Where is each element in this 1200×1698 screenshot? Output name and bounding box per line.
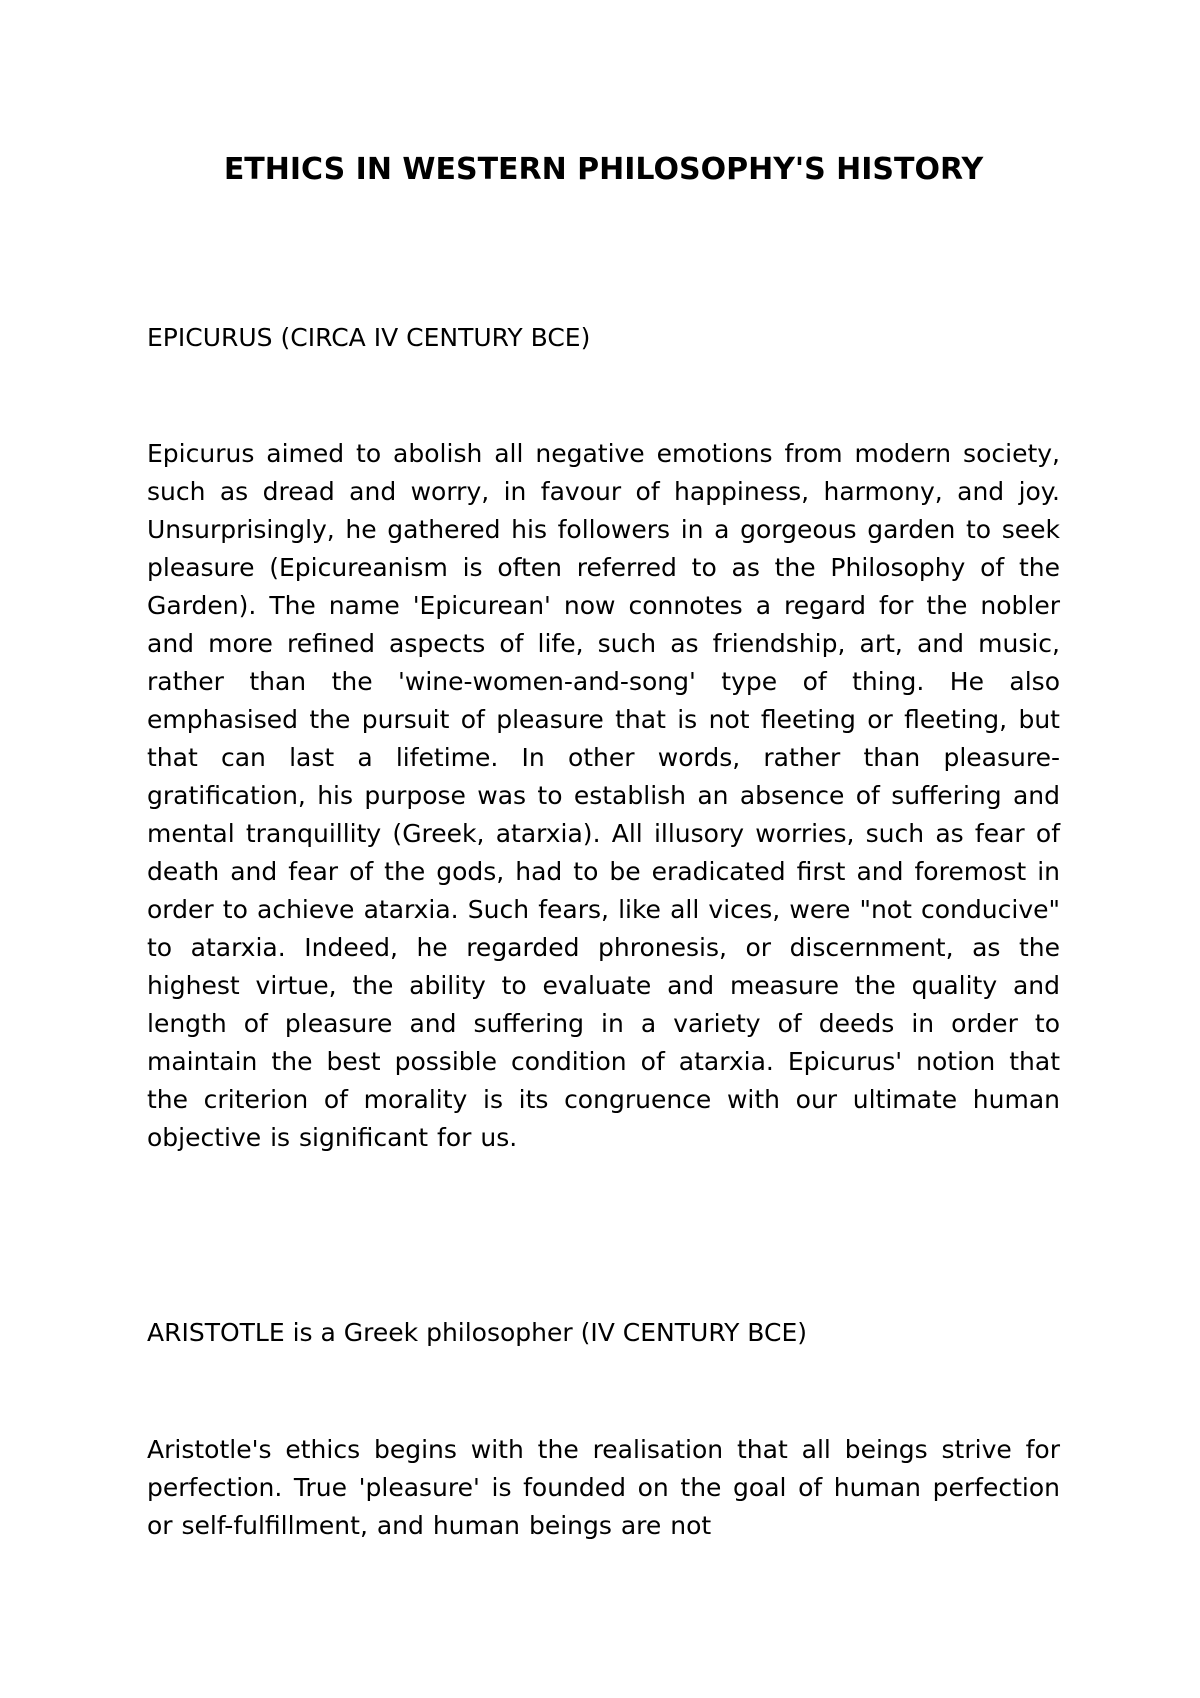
section-heading-epicurus: EPICURUS (CIRCA IV CENTURY BCE): [147, 323, 591, 352]
document-title: ETHICS IN WESTERN PHILOSOPHY'S HISTORY: [223, 152, 984, 187]
section-paragraph-aristotle: Aristotle's ethics begins with the realisation that all beings strive for perfection. True 'pleasure' is founded on the goal of human perfection or self-fulfillment, and human beings are not: [147, 1435, 1060, 1540]
section-paragraph-epicurus: Epicurus aimed to abolish all negative emotions from modern society, such as dread and worry, in favour of happiness, harmony, and joy. Unsurprisingly, he gathered his followers in a gorgeous garden to seek pleasure (Epicureanism is often referred to as the Philosophy of the Garden). The name 'Epicurean' now connotes a regard for the nobler and more refined aspects of life, such as friendship, art, and music, rather than the 'wine-women-and-song' type of thing. He also emphasised the pursuit of pleasure that is not fleeting or fleeting, but that can last a lifetime. In other words, rather than pleasure-gratification, his purpose was to establish an absence of suffering and mental tranquillity (Greek, atarxia). All illusory worries, such as fear of death and fear of the gods, had to be eradicated first and foremost in order to achieve atarxia. Such fears, like all vices, were "not conducive" to atarxia. Indeed, he regarded phronesis, or discernment, as the highest virtue, the ability to evaluate and measure the quality and length of pleasure and suffering in a variety of deeds in order to maintain the best possible condition of atarxia. Epicurus' notion that the criterion of morality is its congruence with our ultimate human objective is significant for us.: [147, 439, 1060, 1152]
section-heading-aristotle: ARISTOTLE is a Greek philosopher (IV CENTURY BCE): [147, 1318, 808, 1347]
